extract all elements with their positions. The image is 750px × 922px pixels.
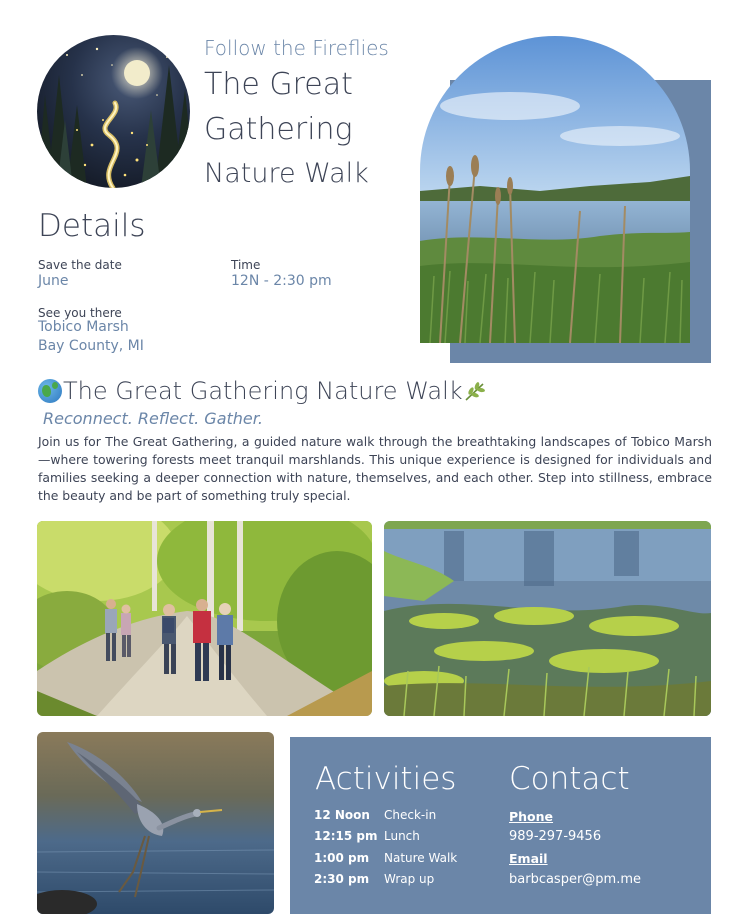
activity-name: Nature Walk <box>384 851 458 865</box>
email-value[interactable]: barbcasper@pm.me <box>509 872 642 887</box>
activity-time: 12 Noon <box>314 808 370 822</box>
time-value: 12N - 2:30 pm <box>231 273 332 289</box>
marsh-arch-image <box>420 36 690 343</box>
contact-heading: Contact <box>509 761 630 797</box>
details-heading: Details <box>38 208 146 244</box>
place-line-2: Bay County, MI <box>38 338 144 354</box>
event-subtitle: Follow the Fireflies <box>204 36 389 60</box>
intro-paragraph: Join us for The Great Gathering, a guided nature walk through the breathtaking landscapes of Tobico Marsh—where towering forests meet tranquil marshlands. This unique experience is designed for individuals and families seeking a deeper connection with nature, themselves, and each other. Step into stillness, embrace the beauty and be part of something truly special. <box>38 434 712 503</box>
headline <box>38 377 487 405</box>
marsh-water-image <box>384 521 711 716</box>
info-panel <box>290 737 711 914</box>
date-label: Save the date <box>38 258 122 272</box>
herb-icon <box>463 379 487 403</box>
phone-value[interactable]: 989-297-9456 <box>509 829 602 844</box>
activity-time: 2:30 pm <box>314 872 370 886</box>
tagline: Reconnect. Reflect. Gather. <box>43 409 263 428</box>
title-line-3: Nature Walk <box>204 158 369 189</box>
phone-label: Phone <box>509 809 554 824</box>
activity-time: 12:15 pm <box>314 829 378 843</box>
title-line-1: The Great <box>204 67 353 102</box>
time-label: Time <box>231 258 261 272</box>
title-line-2: Gathering <box>204 112 353 147</box>
hikers-trail-image <box>37 521 372 716</box>
headline-text: The Great Gathering Nature Walk <box>63 377 463 405</box>
firefly-forest-image <box>37 35 190 188</box>
heron-flight-image <box>37 732 274 914</box>
place-label: See you there <box>38 306 122 320</box>
activity-name: Wrap up <box>384 872 435 886</box>
activity-name: Lunch <box>384 829 420 843</box>
place-line-1: Tobico Marsh <box>38 319 129 335</box>
globe-icon <box>38 379 62 403</box>
activity-name: Check-in <box>384 808 437 822</box>
email-label: Email <box>509 851 548 866</box>
activities-heading: Activities <box>315 761 457 797</box>
activity-time: 1:00 pm <box>314 851 370 865</box>
event-title <box>204 62 419 196</box>
date-value: June <box>38 273 69 289</box>
